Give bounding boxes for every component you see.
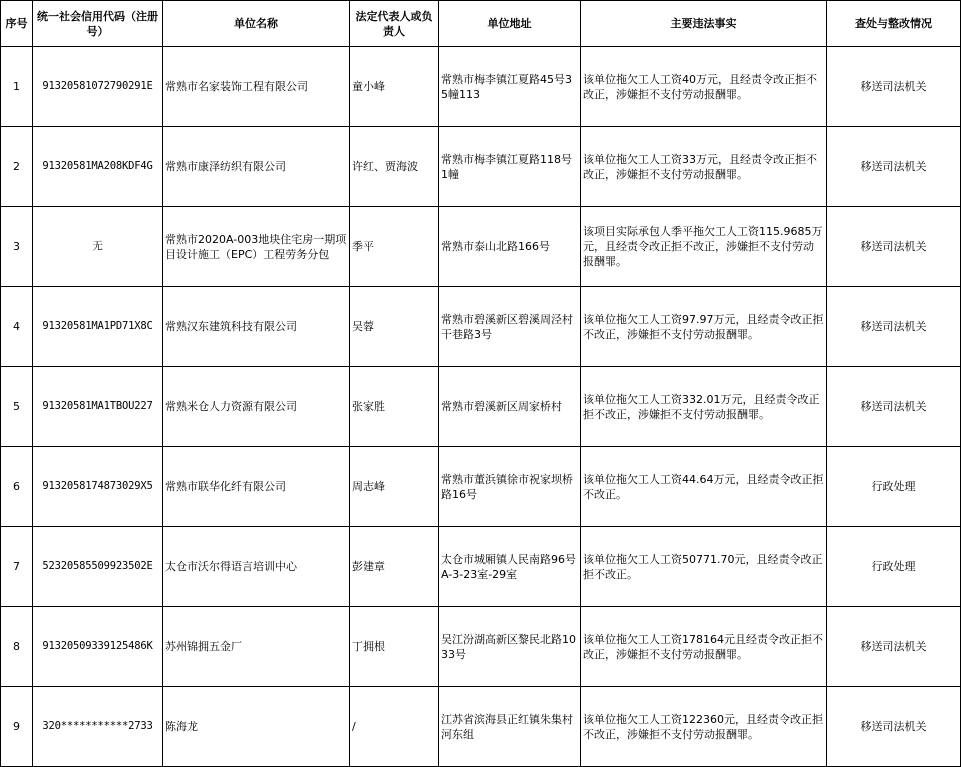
cell-address: 常熟市泰山北路166号 <box>439 207 581 287</box>
cell-address: 常熟市碧溪新区周家桥村 <box>439 367 581 447</box>
cell-handling: 移送司法机关 <box>827 287 961 367</box>
cell-credit-code: 91320581MA208KDF4G <box>33 127 163 207</box>
cell-unit-name: 常熟市联华化纤有限公司 <box>163 447 350 527</box>
cell-handling: 行政处理 <box>827 527 961 607</box>
cell-handling: 移送司法机关 <box>827 607 961 687</box>
cell-legal-rep: 丁拥根 <box>350 607 439 687</box>
cell-unit-name: 太仓市沃尔得语言培训中心 <box>163 527 350 607</box>
header-facts: 主要违法事实 <box>581 1 827 47</box>
cell-facts: 该单位拖欠工人工资122360元，且经责令改正拒不改正，涉嫌拒不支付劳动报酬罪。 <box>581 687 827 767</box>
cell-unit-name: 常熟市2020A-003地块住宅房一期项目设计施工（EPC）工程劳务分包 <box>163 207 350 287</box>
cell-seq: 6 <box>1 447 33 527</box>
cell-credit-code: 52320585509923502E <box>33 527 163 607</box>
header-row <box>1 1 961 47</box>
cell-unit-name: 常熟市康泽纺织有限公司 <box>163 127 350 207</box>
cell-handling: 行政处理 <box>827 447 961 527</box>
cell-address: 吴江汾湖高新区黎民北路1033号 <box>439 607 581 687</box>
header-address: 单位地址 <box>439 1 581 47</box>
cell-seq: 3 <box>1 207 33 287</box>
table-row <box>1 687 961 767</box>
cell-credit-code: 无 <box>33 207 163 287</box>
header-legal-rep: 法定代表人或负责人 <box>350 1 439 47</box>
cell-facts: 该项目实际承包人季平拖欠工人工资115.9685万元，且经责令改正拒不改正，涉嫌拒不支付劳动报酬罪。 <box>581 207 827 287</box>
cell-handling: 移送司法机关 <box>827 47 961 127</box>
cell-seq: 7 <box>1 527 33 607</box>
cell-unit-name: 苏州锦拥五金厂 <box>163 607 350 687</box>
cell-seq: 2 <box>1 127 33 207</box>
table-row <box>1 367 961 447</box>
cell-seq: 8 <box>1 607 33 687</box>
header-seq: 序号 <box>1 1 33 47</box>
cell-legal-rep: 许红、贾海波 <box>350 127 439 207</box>
cell-legal-rep: 周志峰 <box>350 447 439 527</box>
cell-handling: 移送司法机关 <box>827 367 961 447</box>
cell-handling: 移送司法机关 <box>827 687 961 767</box>
cell-address: 太仓市城厢镇人民南路96号A-3-23室-29室 <box>439 527 581 607</box>
header-credit-code: 统一社会信用代码（注册号） <box>33 1 163 47</box>
cell-unit-name: 陈海龙 <box>163 687 350 767</box>
cell-seq: 9 <box>1 687 33 767</box>
cell-address: 常熟市梅李镇江夏路45号35幢113 <box>439 47 581 127</box>
cell-facts: 该单位拖欠工人工资97.97万元，且经责令改正拒不改正，涉嫌拒不支付劳动报酬罪。 <box>581 287 827 367</box>
cell-legal-rep: / <box>350 687 439 767</box>
cell-unit-name: 常熟米仓人力资源有限公司 <box>163 367 350 447</box>
cell-seq: 5 <box>1 367 33 447</box>
cell-address: 常熟市董浜镇徐市祝家坝桥路16号 <box>439 447 581 527</box>
cell-seq: 1 <box>1 47 33 127</box>
table-row <box>1 207 961 287</box>
cell-address: 常熟市碧溪新区碧溪周泾村干巷路3号 <box>439 287 581 367</box>
cell-handling: 移送司法机关 <box>827 207 961 287</box>
cell-facts: 该单位拖欠工人工资40万元，且经责令改正拒不改正，涉嫌拒不支付劳动报酬罪。 <box>581 47 827 127</box>
cell-legal-rep: 季平 <box>350 207 439 287</box>
cell-seq: 4 <box>1 287 33 367</box>
cell-handling: 移送司法机关 <box>827 127 961 207</box>
cell-credit-code: 320***********2733 <box>33 687 163 767</box>
table-body <box>1 47 961 767</box>
table-row <box>1 47 961 127</box>
cell-facts: 该单位拖欠工人工资44.64万元，且经责令改正拒不改正。 <box>581 447 827 527</box>
cell-facts: 该单位拖欠工人工资50771.70元，且经责令改正拒不改正。 <box>581 527 827 607</box>
cell-address: 江苏省滨海县正红镇朱集村河东组 <box>439 687 581 767</box>
cell-credit-code: 91320509339125486K <box>33 607 163 687</box>
cell-legal-rep: 张家胜 <box>350 367 439 447</box>
cell-legal-rep: 童小峰 <box>350 47 439 127</box>
cell-facts: 该单位拖欠工人工资178164元且经责令改正拒不改正，涉嫌拒不支付劳动报酬罪。 <box>581 607 827 687</box>
table-row <box>1 447 961 527</box>
table-row <box>1 607 961 687</box>
cell-credit-code: 91320581MA1PD71X8C <box>33 287 163 367</box>
cell-facts: 该单位拖欠工人工资332.01万元，且经责令改正拒不改正，涉嫌拒不支付劳动报酬罪。 <box>581 367 827 447</box>
cell-legal-rep: 彭建章 <box>350 527 439 607</box>
cell-credit-code: 91320581MA1TBOU227 <box>33 367 163 447</box>
cell-facts: 该单位拖欠工人工资33万元，且经责令改正拒不改正，涉嫌拒不支付劳动报酬罪。 <box>581 127 827 207</box>
table-row <box>1 127 961 207</box>
header-unit-name: 单位名称 <box>163 1 350 47</box>
table-row <box>1 527 961 607</box>
cell-credit-code: 91320581072790291E <box>33 47 163 127</box>
cell-unit-name: 常熟汉东建筑科技有限公司 <box>163 287 350 367</box>
table-row <box>1 287 961 367</box>
header-handling: 查处与整改情况 <box>827 1 961 47</box>
cell-legal-rep: 吴蓉 <box>350 287 439 367</box>
cell-address: 常熟市梅李镇江夏路118号1幢 <box>439 127 581 207</box>
cell-unit-name: 常熟市名家装饰工程有限公司 <box>163 47 350 127</box>
cell-credit-code: 9132058174873029X5 <box>33 447 163 527</box>
